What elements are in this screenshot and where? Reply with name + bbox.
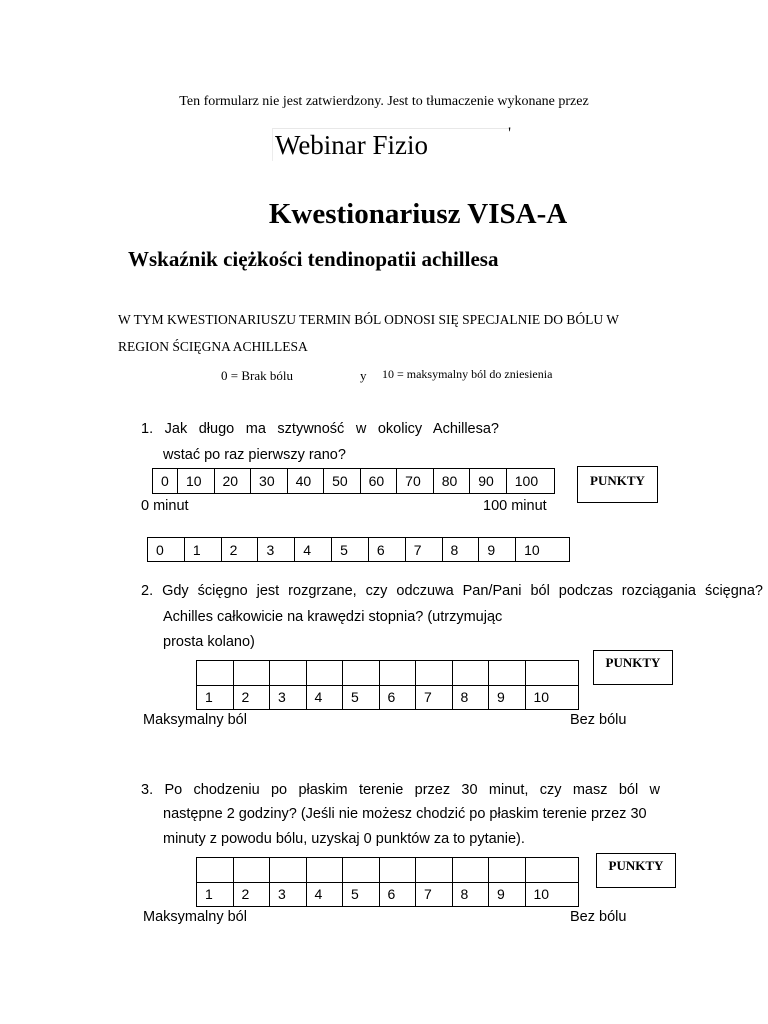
q2-points-box[interactable] (593, 650, 673, 685)
q1-minutes-cell[interactable] (287, 469, 324, 494)
q2-score-value: 8 (460, 689, 469, 706)
q2-score-value: 3 (278, 689, 286, 706)
q3-line-1: 3. Po chodzeniu po płaskim terenie przez 30 minut, czy masz ból w (141, 782, 660, 798)
q3-score-value: 7 (424, 886, 432, 903)
q1-minutes-cell[interactable] (177, 469, 214, 494)
q3-score-value: 10 (533, 886, 550, 903)
q2-line-1: 2. Gdy ścięgno jest rozgrzane, czy odczuwa Pan/Pani ból podczas rozciągania ścięgna? (141, 583, 763, 599)
q3-score-cell[interactable] (343, 882, 380, 907)
q3-score-cell[interactable] (452, 882, 489, 907)
q2-blank-cell[interactable] (270, 661, 307, 686)
q2-right-label: Bez bólu (570, 712, 627, 728)
q2-score-value: 9 (497, 689, 505, 706)
q1-minutes-table (152, 468, 555, 494)
q2-score-cell[interactable] (197, 685, 234, 710)
q3-score-cell[interactable] (233, 882, 270, 907)
q1-score-cell[interactable] (516, 538, 570, 562)
q2-blank-cell[interactable] (306, 661, 343, 686)
q2-blank-cell[interactable] (233, 661, 270, 686)
q3-points-label: PUNKTY (608, 858, 664, 873)
q1-minutes-cell[interactable] (433, 469, 470, 494)
q1-minutes-cell[interactable] (506, 469, 554, 494)
q2-score-cell[interactable] (343, 685, 380, 710)
q1-line-1: 1. Jak długo ma sztywność w okolicy Achillesa? (141, 421, 499, 437)
logo-tick: ' (508, 125, 511, 142)
q3-score-value: 5 (351, 886, 359, 903)
logo-text: Webinar Fizio (275, 130, 429, 160)
q3-score-table (196, 857, 579, 907)
q2-blank-cell[interactable] (489, 661, 526, 686)
q3-score-cell[interactable] (379, 882, 416, 907)
q2-blank-cell[interactable] (379, 661, 416, 686)
q3-blank-cell[interactable] (270, 858, 307, 883)
q1-minutes-value: 80 (441, 473, 458, 489)
q3-score-value: 2 (241, 886, 250, 903)
disclaimer-note: Ten formularz nie jest zatwierdzony. Jest to tłumaczenie wykonane przez (179, 94, 589, 109)
q1-minutes-cell[interactable] (214, 469, 251, 494)
q1-minutes-value: 40 (295, 473, 312, 489)
q2-score-cell[interactable] (452, 685, 489, 710)
q3-left-label: Maksymalny ból (143, 909, 247, 925)
q2-score-cell[interactable] (379, 685, 416, 710)
q1-score-value: 6 (376, 541, 385, 558)
q1-score-cell[interactable] (221, 538, 258, 562)
q3-score-value: 4 (314, 886, 323, 903)
q1-score-value: 9 (487, 541, 496, 558)
q2-score-value: 7 (424, 689, 432, 706)
q3-line-3: minuty z powodu bólu, uzyskaj 0 punktów za to pytanie). (163, 831, 525, 847)
q2-blank-cell[interactable] (416, 661, 453, 686)
q1-score-value: 10 (524, 541, 540, 558)
q1-score-cell[interactable] (479, 538, 516, 562)
q1-score-cell[interactable] (442, 538, 479, 562)
q2-blank-cell[interactable] (525, 661, 579, 686)
q1-right-label: 100 minut (483, 498, 547, 514)
q1-score-cell[interactable] (258, 538, 295, 562)
q1-minutes-value: 50 (332, 473, 348, 489)
q2-score-value: 4 (314, 689, 323, 706)
q1-score-cell[interactable] (405, 538, 442, 562)
q3-blank-cell[interactable] (452, 858, 489, 883)
q1-score-value: 5 (340, 541, 348, 558)
q2-score-cell[interactable] (525, 685, 579, 710)
q1-minutes-cell[interactable] (360, 469, 397, 494)
q2-line-3: prosta kolano) (163, 634, 255, 650)
q2-score-value: 10 (533, 689, 550, 706)
q2-score-cell[interactable] (270, 685, 307, 710)
q1-score-cell[interactable] (148, 538, 185, 562)
q1-points-label: PUNKTY (590, 473, 645, 488)
q3-score-value: 1 (205, 886, 213, 903)
q3-blank-cell[interactable] (343, 858, 380, 883)
q1-points-box[interactable] (577, 466, 658, 503)
q1-minutes-value: 100 (514, 473, 539, 489)
q1-minutes-value: 90 (478, 473, 494, 489)
q3-blank-cell[interactable] (233, 858, 270, 883)
q2-score-value: 1 (205, 689, 213, 706)
q2-score-cell[interactable] (489, 685, 526, 710)
q3-blank-cell[interactable] (489, 858, 526, 883)
q2-blank-cell[interactable] (452, 661, 489, 686)
q2-score-cell[interactable] (306, 685, 343, 710)
q1-minutes-cell[interactable] (397, 469, 434, 494)
q3-score-cell[interactable] (197, 882, 234, 907)
q3-blank-cell[interactable] (197, 858, 234, 883)
scale-max-label: 10 = maksymalny ból do zniesienia (382, 367, 553, 381)
q3-blank-cell[interactable] (416, 858, 453, 883)
q1-score-cell[interactable] (295, 538, 332, 562)
q3-blank-cell[interactable] (306, 858, 343, 883)
q2-blank-cell[interactable] (197, 661, 234, 686)
q1-minutes-value: 30 (259, 473, 275, 489)
webinar-fizio-logo (272, 125, 511, 161)
page-title: Kwestionariusz VISA-A (268, 198, 568, 230)
q2-score-cell[interactable] (416, 685, 453, 710)
q1-minutes-cell[interactable] (251, 469, 288, 494)
q1-score-cell[interactable] (184, 538, 221, 562)
q2-score-value: 2 (241, 689, 250, 706)
q1-score-cell[interactable] (368, 538, 405, 562)
q1-score-value: 2 (229, 541, 238, 558)
q2-score-table (196, 660, 579, 710)
q3-score-value: 9 (497, 886, 505, 903)
q2-left-label: Maksymalny ból (143, 712, 247, 728)
q1-minutes-value: 70 (405, 473, 421, 489)
q3-score-cell[interactable] (270, 882, 307, 907)
q1-score-table (147, 537, 570, 562)
q1-score-value: 3 (266, 541, 275, 558)
q2-points-label: PUNKTY (605, 655, 661, 670)
q3-score-value: 6 (387, 886, 396, 903)
q1-minutes-value: 60 (368, 473, 385, 489)
q3-score-cell[interactable] (489, 882, 526, 907)
scale-join: y (360, 368, 367, 383)
q1-score-value: 8 (450, 541, 459, 558)
q1-minutes-value: 10 (185, 473, 202, 489)
q1-minutes-cell[interactable] (470, 469, 507, 494)
q3-score-cell[interactable] (416, 882, 453, 907)
q2-score-cell[interactable] (233, 685, 270, 710)
q2-score-value: 6 (387, 689, 396, 706)
q1-score-value: 4 (303, 541, 312, 558)
q3-score-value: 8 (460, 886, 469, 903)
q1-minutes-value: 20 (222, 473, 239, 489)
q1-minutes-value: 0 (161, 473, 169, 489)
q1-minutes-cell[interactable] (324, 469, 361, 494)
q3-score-value: 3 (278, 886, 286, 903)
q3-blank-cell[interactable] (525, 858, 579, 883)
q1-score-value: 1 (192, 541, 201, 558)
q2-line-2: Achilles całkowicie na krawędzi stopnia? (utrzymując (163, 609, 503, 625)
intro-line-2: REGION ŚCIĘGNA ACHILLESA (118, 339, 308, 354)
page-subtitle: Wskaźnik ciężkości tendinopatii achillesa (128, 247, 499, 271)
q3-score-cell[interactable] (306, 882, 343, 907)
q2-score-value: 5 (351, 689, 359, 706)
scale-min-label: 0 = Brak bólu (221, 368, 293, 383)
q2-blank-cell[interactable] (343, 661, 380, 686)
q3-blank-cell[interactable] (379, 858, 416, 883)
q3-right-label: Bez bólu (570, 909, 627, 925)
q1-score-value: 7 (413, 541, 422, 558)
q1-score-cell[interactable] (332, 538, 369, 562)
q3-line-2: następne 2 godziny? (Jeśli nie możesz chodzić po płaskim terenie przez 30 (163, 806, 647, 822)
q3-points-box[interactable] (596, 853, 676, 888)
q1-line-2: wstać po raz pierwszy rano? (163, 447, 346, 463)
intro-line-1: W TYM KWESTIONARIUSZU TERMIN BÓL ODNOSI SIĘ SPECJALNIE DO BÓLU W (118, 312, 619, 327)
q1-score-value: 0 (156, 541, 164, 558)
q3-score-cell[interactable] (525, 882, 579, 907)
q1-left-label: 0 minut (141, 498, 189, 514)
q1-minutes-cell[interactable] (153, 469, 178, 494)
